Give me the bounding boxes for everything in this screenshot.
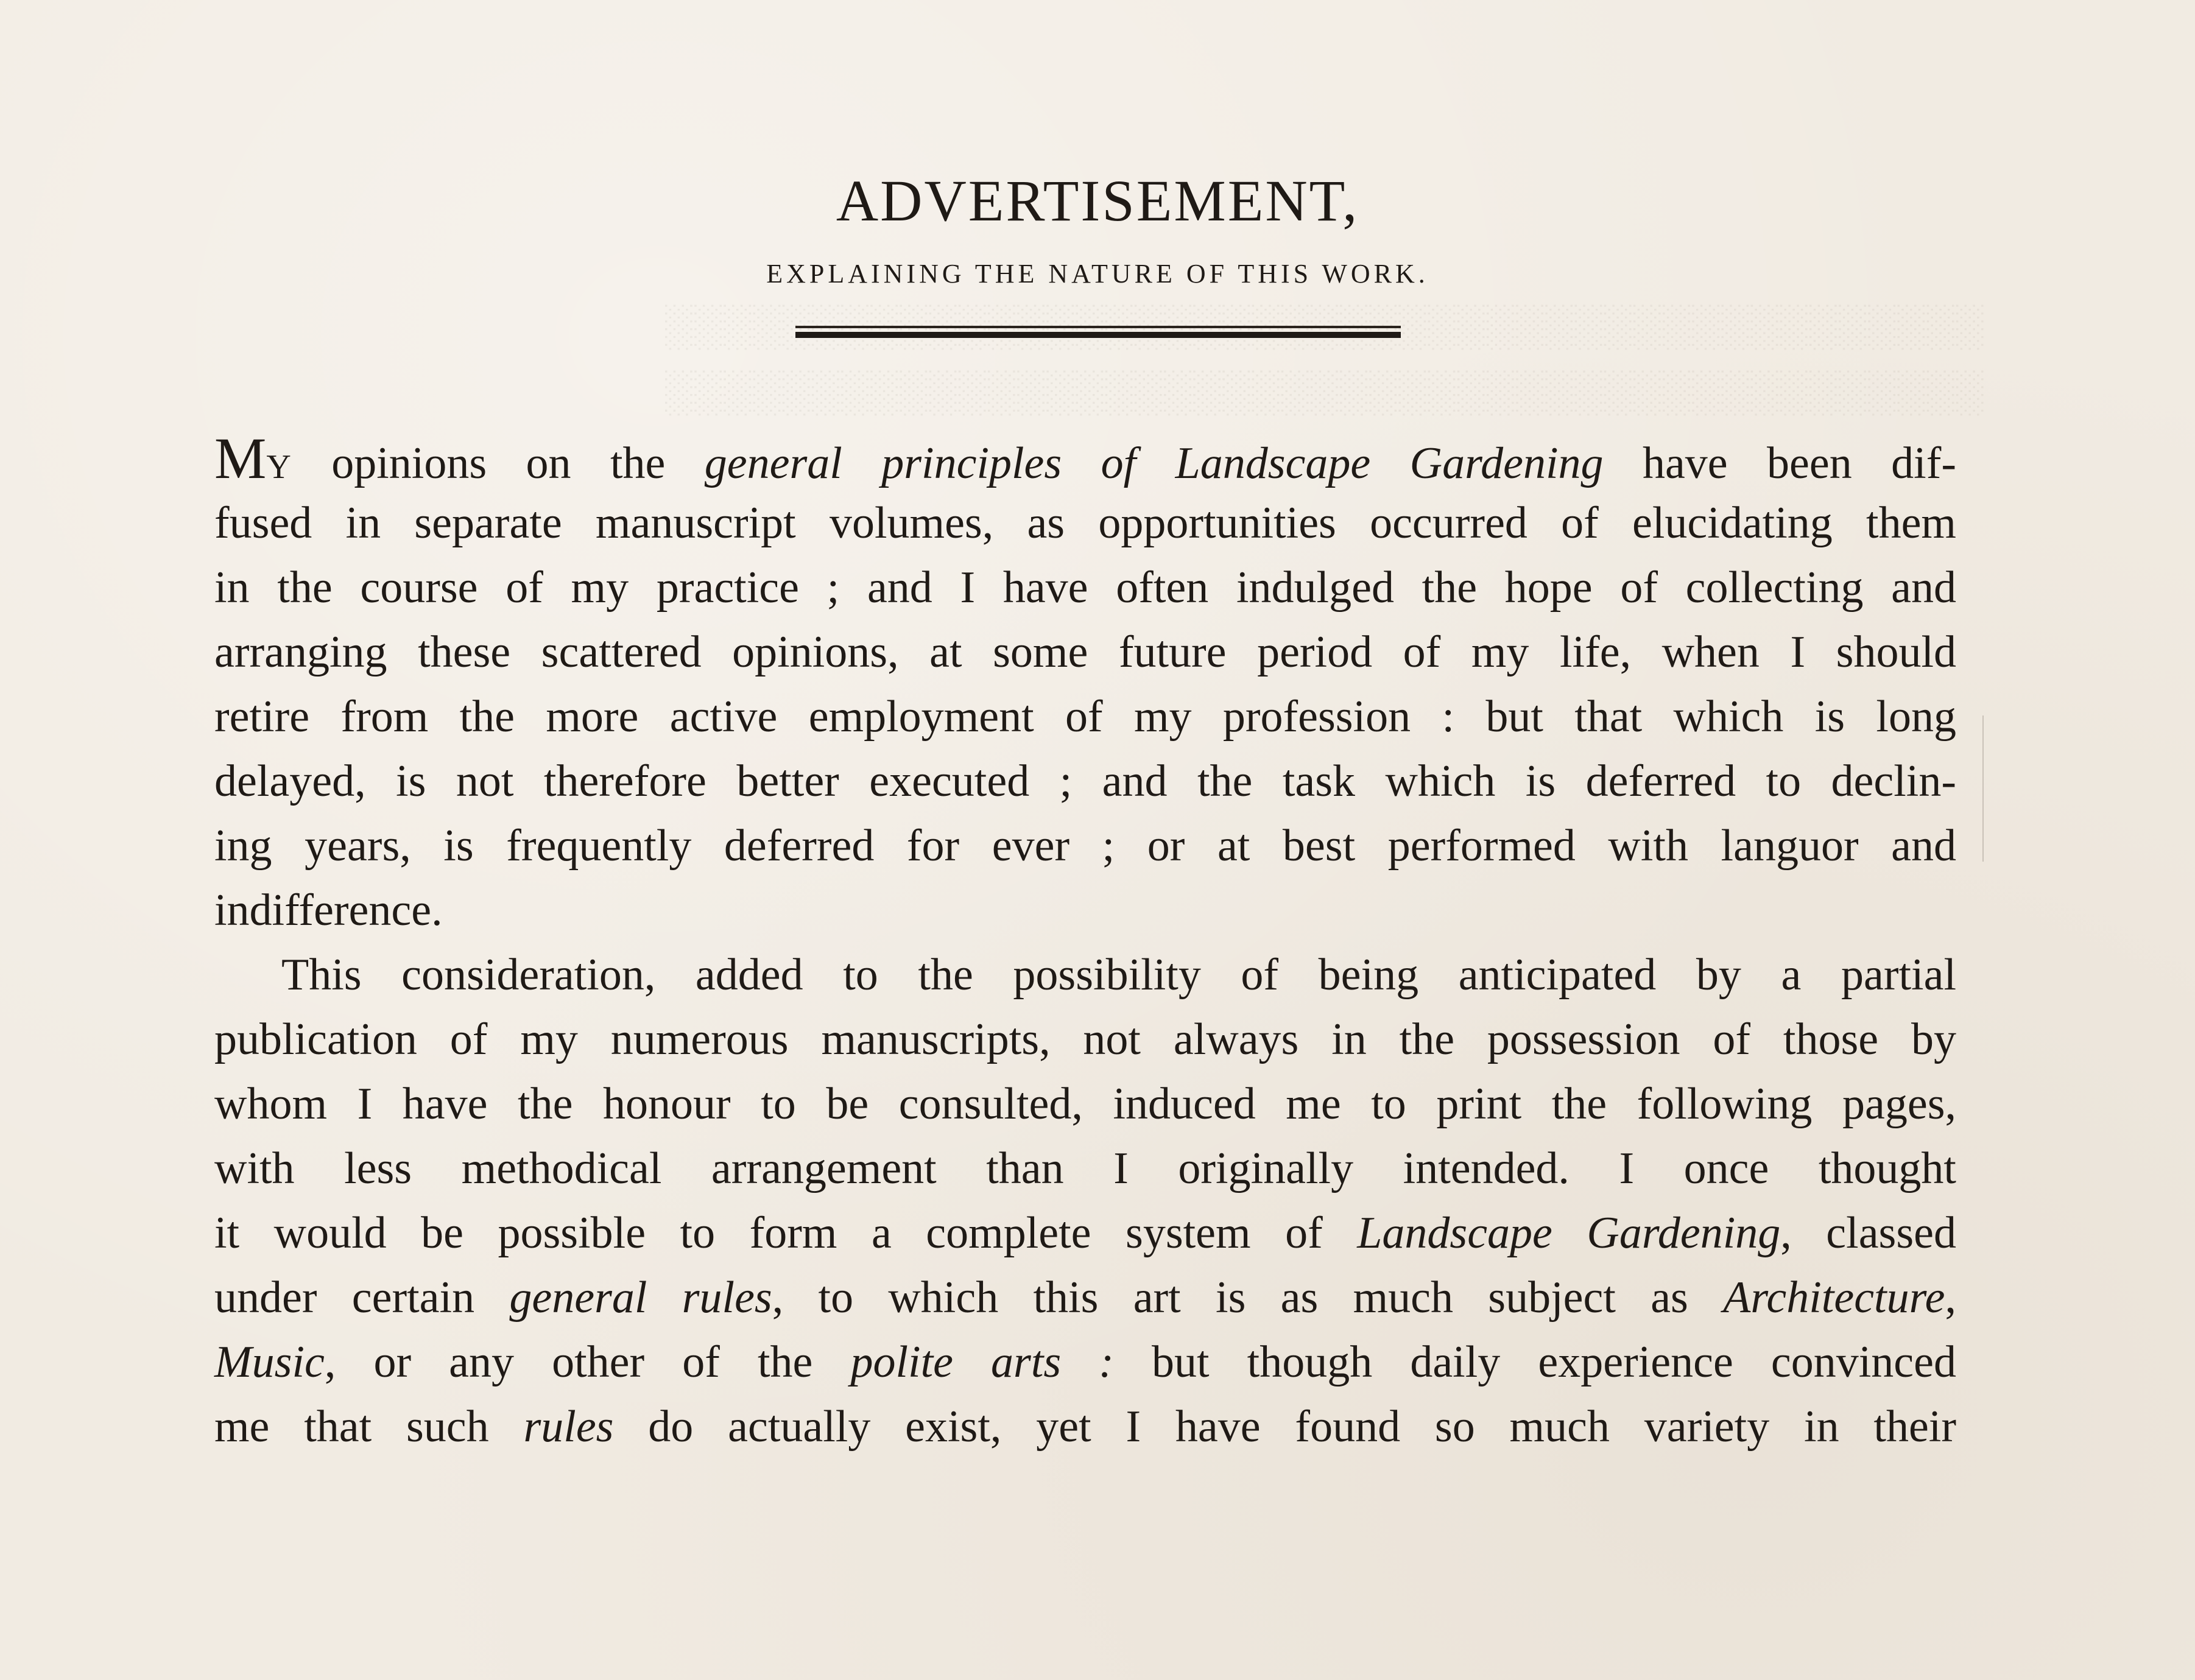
page-subtitle: EXPLAINING THE NATURE OF THIS WORK. [766,259,1429,289]
text-run: have been dif- [1603,438,1957,488]
paragraph-1-line-4: arranging these scattered opinions, at some future period of my life, when I should [214,627,1956,677]
paragraph-1-line-7: ing years, is frequently deferred for ever ; or at best performed with languor and [214,821,1956,871]
paragraph-1-line-3: in the course of my practice ; and I have often indulged the hope of collecting and [214,563,1956,613]
paragraph-2-line-2: publication of my numerous manuscripts, not always in the possession of those by [214,1014,1956,1064]
paragraph-2-line-4: with less methodical arrangement than I originally intended. I once thought [214,1144,1956,1193]
italic-run: Music [214,1337,325,1387]
rule-thin-line [795,326,1401,328]
page-title: ADVERTISEMENT, [836,168,1359,233]
italic-run: rules [523,1402,614,1452]
text-run: , or any other of the [324,1337,851,1387]
paragraph-1-line-8: indifference. [214,885,443,935]
paragraph-2-line-7 [214,1330,1956,1394]
paragraph-1-line-2: fused in separate manuscript volumes, as opportunities occurred of elucidating them [214,498,1956,548]
text-run: , classed [1780,1208,1956,1258]
drop-capital: M [214,426,267,491]
text-run: it would be possible to form a complete system of [214,1208,1358,1258]
paragraph-1-line-6: delayed, is not therefore better executed ; and the task which is deferred to declin- [214,756,1956,806]
text-run: , to which this art is as much subject as [772,1273,1724,1323]
show-through-texture: ░░░░░░░░░░░░░░░░░░░░░░░░░░░░░░░░░░░░░░░░░░░░░ ░░░░░░░░░░░░░░░░░░░░░░░░░░░░░░░░░░░░░░░░░░░░░ [665,302,1985,414]
title-rule-divider [795,326,1401,342]
text-run: me that such [214,1402,524,1452]
text-run: opinions on the [292,438,705,488]
italic-run: Landscape Gardening [1357,1208,1781,1258]
paragraph-2-line-6 [214,1265,1956,1330]
paragraph-2-line-5 [214,1201,1956,1265]
page-edge-mark [1982,715,1987,862]
paragraph-2-line-3: whom I have the honour to be consulted, induced me to print the following pages, [214,1079,1956,1129]
paragraph-2-line-8 [214,1394,1956,1459]
paragraph-2-line-1: This consideration, added to the possibility of being anticipated by a partial [281,950,1956,1000]
text-run: do actually exist, yet I have found so much variety in their [613,1402,1956,1452]
rule-thick-line [795,332,1401,338]
body-text [214,426,1956,1459]
text-run: but though daily experience convinced [1113,1337,1956,1387]
small-caps-letter: Y [266,448,292,486]
text-run: , [1945,1273,1956,1323]
italic-run: general rules [509,1273,772,1323]
italic-run: polite arts : [850,1337,1114,1387]
text-run: under certain [214,1273,510,1323]
paragraph-1-line-1 [214,426,1956,491]
paragraph-1-line-5: retire from the more active employment of my profession : but that which is long [214,692,1956,742]
italic-run: general principles of Landscape Gardening [704,438,1604,488]
italic-run: Architecture [1723,1273,1945,1323]
